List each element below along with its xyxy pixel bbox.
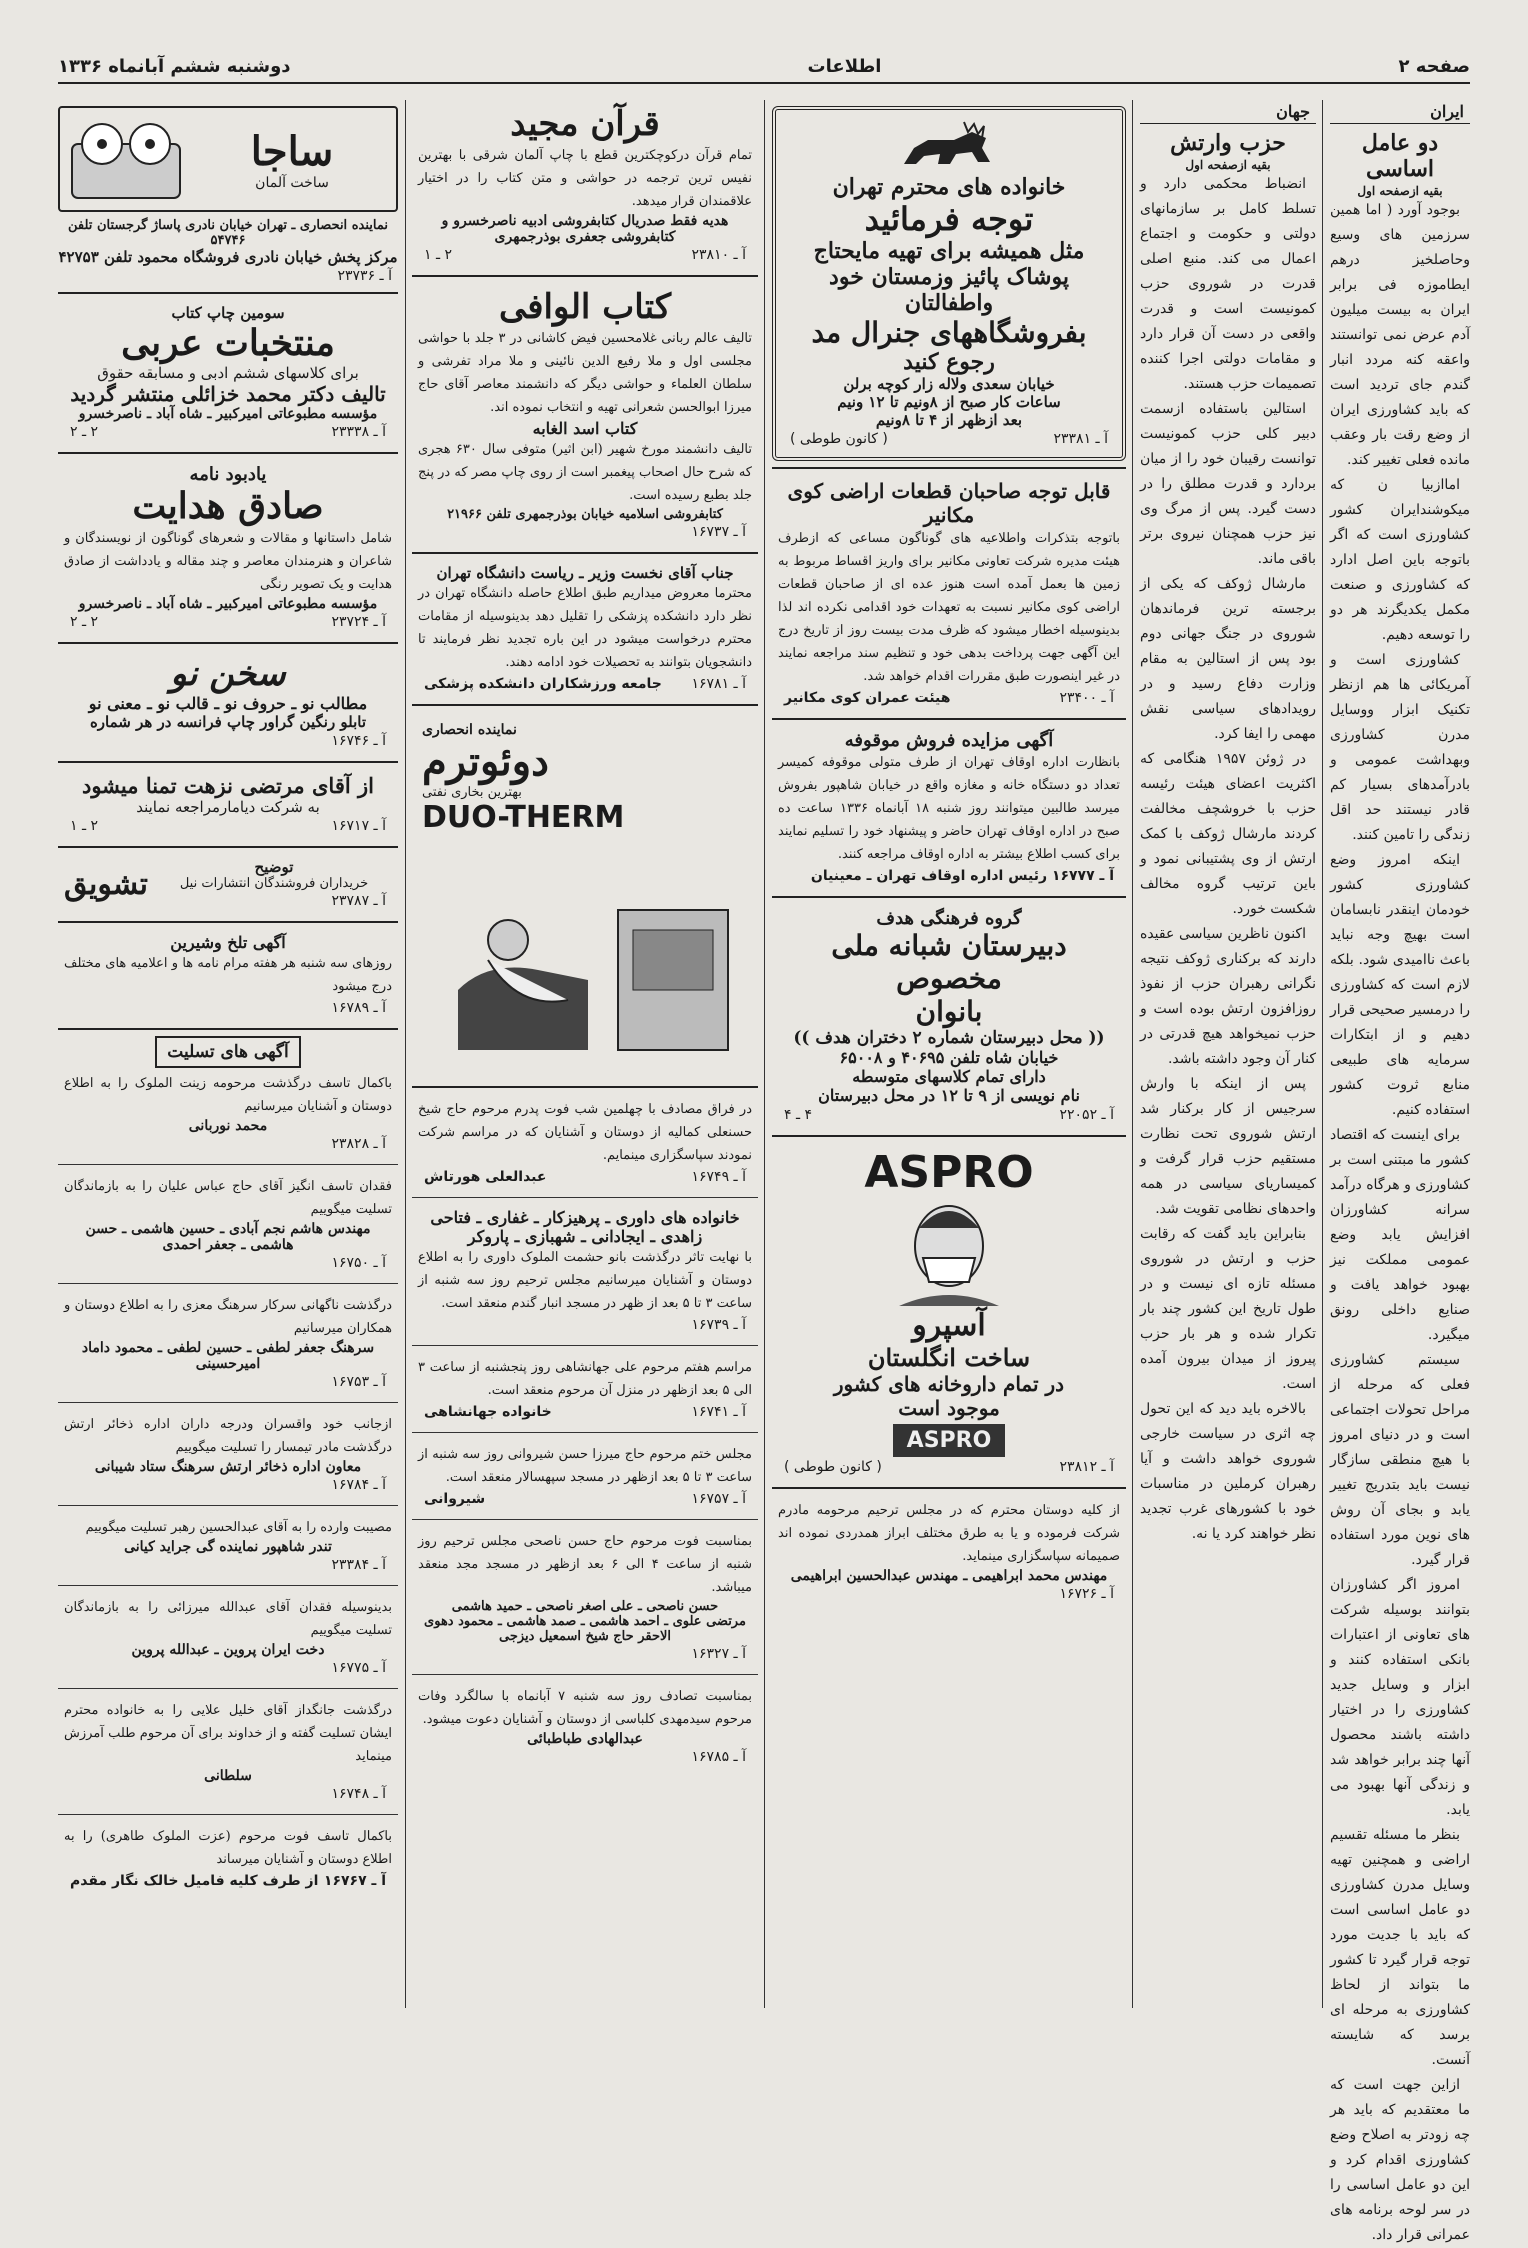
saja-logo: ساجا [250, 127, 334, 175]
article-body [1330, 198, 1470, 2248]
paragraph: بنابراین باید گفت که رقابت حزب و ارتش در شوروی مسئله تازه ای نیست و در طول تاریخ این کشور چند بار تکرار شده و هر بار حزب پیروز از میدان بیرون آمده است. [1140, 1226, 1316, 1392]
ad-title: جناب آقای نخست وزیر ـ ریاست دانشگاه تهران [436, 564, 734, 582]
thanks-ad [772, 1495, 1126, 1608]
ad-line: خانواده های محترم تهران [832, 174, 1066, 200]
ad-text: بانظارت اداره اوقاف تهران از طرف متولی موقوفه کمیسر تعداد دو دستگاه خانه و مغازه واقع در خیابان شاهپور بفروش میرسد طالبین میتوانند روز شنبه ۱۸ آبانماه ۱۳۳۶ ساعت ده صبح در اداره اوقاف تهران حاضر و پیشنهاد خود را تسلیم نمایند برای کسب اطلاع بیشتر به اداره اوقاف مراجعه کنند. [778, 755, 1120, 862]
article-body [1140, 172, 1316, 1547]
ad-title: صادق هدایت [132, 485, 324, 527]
ad-line: برای کلاسهای ششم ادبی و مسابقه حقوق [97, 364, 359, 382]
paragraph: در ژوئن ۱۹۵۷ هنگامی که اکثریت اعضای هیئت رئیسه حزب با خروشچف مخالفت کردند مارشال ژوکف با کمک ارتش از وی پشتیبانی نمود و باین ترتیب گروه مخالف شکست خورد. [1140, 751, 1316, 917]
aspro-ad [772, 1143, 1126, 1481]
ad-sign: مرتضی علوی ـ احمد هاشمی ـ صمد هاشمی ـ محمود دهوی [424, 1614, 746, 1629]
ad-line: ساعات کار صبح از ۸ونیم تا ۱۲ ونیم [837, 393, 1061, 411]
ad-code: ۲ ـ ۱ [70, 818, 99, 834]
ad-line: مطالب نو ـ حروف نو ـ قالب نو ـ معنی نو [88, 694, 368, 713]
mortazavi-ad [58, 769, 398, 840]
davari-notice [412, 1204, 758, 1339]
divider [58, 761, 398, 763]
column-books-notices [412, 100, 758, 2008]
ad-code: آ ـ ۱۶۷۷۷ رئیس اداره اوقاف تهران ـ معینیان [810, 868, 1114, 884]
ad-sign: خانواده جهانشاهی [424, 1404, 552, 1420]
divider [412, 275, 758, 277]
ad-note: ( کانون طوطی ) [790, 431, 888, 447]
ad-text: در فراق مصادف با چهلمین شب فوت پدرم مرحوم حاج شیخ حسنعلی کمالیه از دوستان و آشنایان که در مراسم شرکت نمودند سپاسگزاری مینمایم. [418, 1102, 752, 1163]
notice-code: آ ـ ۱۶۷۵۰ [331, 1255, 386, 1271]
talkh-shirin-ad [58, 929, 398, 1022]
divider [58, 1283, 398, 1284]
ad-text: باکمال تاسف فوت مرحوم (عزت الملوک طاهری) را به اطلاع دوستان و آشنایان میرساند [64, 1829, 392, 1867]
ad-sign: حسن ناصحی ـ علی اصغر ناصحی ـ حمید هاشمی [451, 1599, 719, 1614]
ad-code: آ ـ ۱۶۷۲۶ [1059, 1586, 1114, 1602]
ad-code: آ ـ ۱۶۷۸۹ [331, 1000, 386, 1016]
divider [412, 1197, 758, 1198]
ad-line: توضیح [254, 858, 294, 876]
divider [412, 704, 758, 706]
ad-line: توجه فرمائید [864, 200, 1034, 238]
condolence-notice [58, 1171, 398, 1277]
ad-text: بمناسبت فوت مرحوم حاج حسن ناصحی مجلس ترحیم روز شنبه از ساعت ۴ الی ۶ بعد ازظهر در مسجد مجد منعقد میباشد. [418, 1534, 752, 1595]
condolence-notice [58, 1695, 398, 1808]
paragraph: استالین باستفاده ازسمت دبیر کلی حزب کمونیست توانست رقیبان خود را از میان بردارد و قدرت مطلق را در دست گیرد. پس از مرگ وی نیز حزب همچنان نیروی برتر باقی ماند. [1140, 401, 1316, 567]
condolence-notice [58, 1068, 398, 1158]
notice-text: باکمال تاسف درگذشت مرحومه زینت الملوک را به اطلاع دوستان و آشنایان میرسانیم [64, 1076, 392, 1114]
notice-sign: محمد نوربانی [188, 1118, 268, 1134]
continued-note: بقیه ازصفحه اول [1185, 158, 1271, 172]
ad-line: هدیه فقط صدریال کتابفروشی ادبیه ناصرخسرو و کتابفروشی جعفری بوذرجمهری [441, 213, 729, 245]
divider [58, 1505, 398, 1506]
ad-line: ساخت آلمان [255, 174, 329, 191]
ad-code: آ ـ ۱۶۷۴۶ [331, 733, 386, 749]
article-title: حزب وارتش [1170, 130, 1286, 156]
ad-code: آ ـ ۲۳۳۸۱ [1053, 431, 1108, 447]
ad-line: خیابان شاه تلفن ۴۰۶۹۵ و ۶۵۰۰۸ [839, 1048, 1059, 1067]
divider [58, 846, 398, 848]
ad-sign: الاحقر حاج شیخ اسمعیل دیزجی [498, 1629, 672, 1644]
column-world [1140, 100, 1316, 2008]
divider [772, 718, 1126, 720]
ad-text: محترما معروض میداریم طبق اطلاع حاصله دانشگاه تهران در نظر دارد دانشکده پزشکی را تقلیل دهد بدینوسیله از مقامات محترم درخواست میشود در این باره تجدید نظر فرمایند تا دانشجویان بتوانند به تحصیلات خود ادامه دهند. [418, 586, 752, 670]
divider [412, 1674, 758, 1675]
ad-code: آ ـ ۱۶۷۳۹ [691, 1317, 746, 1333]
ad-line: یادبود نامه [189, 464, 267, 485]
condolence-notice [58, 1592, 398, 1682]
ad-sign: عبدالهادی طباطبائی [527, 1731, 643, 1747]
ad-line: به شرکت دیامارمراجعه نمایند [136, 798, 320, 816]
ad-title: سخن نو [170, 654, 286, 694]
ad-line: مؤسسه مطبوعاتی امیرکبیر ـ شاه آباد ـ ناصرخسرو [78, 596, 378, 612]
ad-code: آ ـ ۲۳۷۳۶ [337, 268, 392, 284]
notice-sign: معاون اداره ذخائر ارتش سرهنگ ستاد شیبانی [94, 1459, 362, 1475]
divider [412, 1345, 758, 1346]
notice-code: آ ـ ۱۶۷۴۸ [331, 1786, 386, 1802]
notice-text: بدینوسیله فقدان آقای عبدالله میرزائی را به بازماندگان تسلیت میگوییم [64, 1600, 392, 1638]
ad-line: بانوان [915, 995, 983, 1028]
page-header [58, 50, 1470, 84]
notice-code: آ ـ ۱۶۷۷۵ [331, 1660, 386, 1676]
ad-code: ۲ ـ ۱ [424, 247, 453, 263]
paper-name: اطلاعات [807, 55, 882, 77]
paragraph: بالاخره باید دید که این تحول چه اثری در سیاست خارجی شوروی خواهد داشت و آیا رهبران کرملین در مناسبات خود با کشورهای غرب تجدید نظر خواهند کرد یا نه. [1140, 1401, 1316, 1542]
ad-line: نام نویسی از ۹ تا ۱۲ در محل دبیرستان [818, 1086, 1080, 1105]
notice-sign: تندر شاهپور نماینده گی جراید کیانی [124, 1539, 332, 1555]
paragraph: پس از اینکه با وارش سرجیس از کار برکنار شد ارتش شوروی تحت نظارت مستقیم حزب قرار گرفت و کمیساریای سیاسی در همه واحدهای نظامی تقویت شد. [1140, 1076, 1316, 1217]
ad-line: بعد ازظهر از ۴ تا ۸ونیم [875, 411, 1023, 429]
ad-sign: عبدالعلی هورتاش [424, 1169, 547, 1185]
ad-code: آ ـ ۱۶۷۸۱ [691, 676, 746, 692]
divider [58, 1688, 398, 1689]
issue-date: دوشنبه ششم آبانماه ۱۳۳۶ [58, 55, 291, 77]
divider [58, 1814, 398, 1815]
ad-line: (( محل دبیرستان شماره ۲ دختران هدف )) [793, 1028, 1105, 1048]
divider [772, 1135, 1126, 1137]
ad-line: رجوع کنید [903, 349, 995, 375]
koi-mekanir-ad [772, 475, 1126, 712]
aspro-fa-logo: آسپرو [912, 1308, 986, 1343]
ad-title: کتاب الوافی [498, 287, 672, 327]
ad-line: نماینده انحصاری ـ تهران خیابان نادری پاساژ گرجستان تلفن ۵۴۷۴۶ [68, 218, 388, 248]
condolence-notice [58, 1512, 398, 1579]
aspro-pack: ASPRO [893, 1424, 1006, 1457]
duotherm-fa-logo: دوئوترم [422, 738, 549, 785]
section-label: ایران [1330, 100, 1470, 124]
ad-code: آ ـ ۱۶۷۴۱ [691, 1404, 746, 1420]
ad-code: آ ـ ۱۶۷۶۷ [323, 1873, 386, 1889]
section-label: جهان [1140, 100, 1316, 124]
ad-line: موجود است [898, 1396, 1000, 1420]
ad-text: با نهایت تاثر درگذشت بانو حشمت الملوک داوری را به اطلاع دوستان و آشنایان میرسانیم مجلس ترحیم روز سه شنبه از ساعت ۳ تا ۵ بعد از ظهر در مسجد انبار گندم منعقد است. [418, 1250, 752, 1311]
tashvigh-ad [58, 854, 398, 915]
ad-code: آ ـ ۱۶۷۴۹ [691, 1169, 746, 1185]
divider [412, 1432, 758, 1433]
ad-line: دبیرستان شبانه ملی مخصوص [831, 929, 1067, 995]
ad-code: آ ـ ۱۶۳۲۷ [691, 1646, 746, 1662]
ad-text: مراسم هفتم مرحوم علی جهانشاهی روز پنجشنبه از ساعت ۳ الی ۵ بعد ازظهر در منزل آن مرحوم منعقد است. [418, 1360, 752, 1398]
university-ad [412, 560, 758, 698]
ad-title: قرآن مجید [510, 104, 660, 144]
ad-sign: از طرف کلیه فامیل خالک نگار مقدم [70, 1873, 319, 1889]
ad-code: آ ـ ۲۳۸۱۰ [691, 247, 746, 263]
paragraph: امروز اگر کشاورزان بتوانند بوسیله شرکت های تعاونی از اعتبارات بانکی استفاده کنند و ابزار و وسایل جدید کشاورزی را در اختیار داشته باشند محصول آنها چند برابر خواهد شد و زندگی آنها بهبود می یابد. [1330, 1577, 1470, 1818]
column-rule [764, 100, 765, 2008]
column-rule [1132, 100, 1133, 2008]
ad-code: آ ـ ۱۶۷۸۵ [691, 1749, 746, 1765]
ad-text: مجلس ختم مرحوم حاج میرزا حسن شیروانی روز سه شنبه از ساعت ۳ تا ۵ بعد ازظهر در مسجد سپهسالار منعقد است. [418, 1447, 752, 1485]
ad-line: بفروشگاههای جنرال مد [811, 316, 1087, 349]
ad-code: آ ـ ۲۳۴۰۰ [1059, 690, 1114, 706]
ad-text: تالیف دانشمند مورخ شهیر (ابن اثیر) متوفی سال ۶۳۰ هجری که شرح حال اصحاب پیغمبر است از روی چاپ مصر که در پنج جلد بطبع رسیده است. [418, 442, 752, 503]
notice-code: آ ـ ۱۶۷۵۳ [331, 1374, 386, 1390]
hedayat-book-ad [58, 460, 398, 636]
page-number: صفحه ۲ [1398, 55, 1470, 77]
notice-text: درگذشت جانگداز آقای خلیل علایی را به خانواده محترم ایشان تسلیت گفته و از خداوند برای آن مرحوم طلب آمرزش مینماید [64, 1703, 392, 1764]
ad-text: تمام قرآن درکوچکترین قطع با چاپ آلمان شرقی با بهترین نفیس ترین ترجمه در حواشی و متن کتاب را در اختیار علاقمندان قرار میدهد. [418, 148, 752, 209]
notice-text: درگذشت ناگهانی سرکار سرهنگ معزی را به اطلاع دوستان و همکاران میرسانیم [64, 1298, 392, 1336]
ad-title: از آقای مرتضی نزهت تمنا میشود [81, 773, 374, 798]
ad-title: کتاب اسد الغابه [532, 419, 638, 438]
jahanshahi-notice [412, 1352, 758, 1426]
ad-text: بمناسبت تصادف روز سه شنبه ۷ آبانماه با سالگرد وفات مرحوم سیدمهدی کلباسی از دوستان و آشنایان دعوت میشود. [418, 1689, 753, 1727]
article-title: دو عامل اساسی [1361, 130, 1439, 182]
continued-note: بقیه ازصفحه اول [1357, 184, 1443, 198]
divider [772, 1487, 1126, 1489]
lion-emblem-icon [894, 118, 1004, 174]
ad-code: ۲ ـ ۲ [70, 424, 99, 440]
duotherm-logo: DUO-THERM [422, 800, 625, 835]
ad-line: گروه فرهنگی هدف [876, 908, 1022, 929]
column-classifieds [58, 100, 398, 2008]
ad-line: بهترین بخاری نفتی [422, 785, 522, 800]
ad-line: در تمام داروخانه های کشور [833, 1372, 1065, 1396]
ad-code: آ ـ ۱۶۷۳۷ [691, 524, 746, 540]
ad-code: آ ـ ۲۲۰۵۲ [1059, 1107, 1114, 1123]
notice-text: ازجانب خود واقسران ودرجه داران اداره ذخائر ارتش درگذشت مادر تیمسار را تسلیت میگوییم [64, 1417, 392, 1455]
condolence-heading: آگهی های تسلیت [155, 1036, 300, 1068]
ad-line: پوشاک پائیز وزمستان خود واطفالتان [829, 264, 1069, 316]
nasehi-notice [412, 1526, 758, 1668]
divider [412, 1519, 758, 1520]
aspro-logo: ASPRO [864, 1147, 1034, 1198]
ad-code: آ ـ ۲۳۳۳۸ [331, 424, 386, 440]
ad-title: خانواده های داوری ـ پرهیزکار ـ غفاری ـ فتاحی [430, 1208, 740, 1227]
ad-line: مثل همیشه برای تهیه مایحتاج [813, 238, 1085, 264]
divider [772, 896, 1126, 898]
ad-text: تالیف عالم ربانی غلامحسین فیض کاشانی در ۳ جلد با حواشی مجلسی اول و ملا رفیع الدین نائینی و ملا مراد تفرشی و سلطان العلماء و حواشی دیگر که دانشمند معاصر آقای حاج میرزا ابوالحسن شعرانی تهیه و انتخاب نموده اند. [418, 331, 752, 415]
paragraph: انضباط محکمی دارد و تسلط کامل بر سازمانهای دولتی و حکومت و اجتماع اعمال می کند. منبع اصلی قدرت در شوروی حزب کمونیست است و قدرت واقعی در دست آن قرار دارد و مقامات دولتی اجرا کننده تصمیمات حزب هستند. [1140, 176, 1316, 392]
ad-code: آ ـ ۲۳۷۲۴ [331, 614, 386, 630]
notice-code: آ ـ ۱۶۷۸۴ [331, 1477, 386, 1493]
column-rule [1322, 100, 1323, 2008]
ad-line: تابلو رنگین گراور چاپ فرانسه در هر شماره [89, 713, 367, 731]
ad-title: آگهی تلخ وشیرین [170, 933, 286, 952]
ad-line: نماینده انحصاری [422, 722, 517, 738]
school-ad [772, 904, 1126, 1129]
ad-code: آ ـ ۱۶۷۵۷ [691, 1491, 746, 1507]
column-rule [405, 100, 406, 2008]
divider [58, 1164, 398, 1165]
column-ads-center [772, 100, 1126, 2008]
notice-sign: سرهنگ جعفر لطفی ـ حسین لطفی ـ محمود داماد امیرحسینی [81, 1340, 375, 1372]
ad-line: مؤسسه مطبوعاتی امیرکبیر ـ شاه آباد ـ ناصرخسرو [78, 406, 378, 422]
ad-sign: شیروانی [424, 1491, 486, 1507]
sokhan-ad [58, 650, 398, 755]
ad-sign: هیئت عمران کوی مکانیر [784, 690, 951, 706]
ad-text: شامل داستانها و مقالات و شعرهای گوناگون از نویسندگان و شاعران و هنرمندان معاصر و چند مقاله و یادداشت از صادق هدایت و یک تصویر رنگی [64, 531, 392, 592]
heater-illustration-icon [428, 840, 748, 1070]
paragraph: اکنون ناظرین سیاسی عقیده دارند که برکناری ژوکف نتیجه نگرانی رهبران حزب از نفوذ روزافزون ارتش بوده است و حزب نمیخواهد هیچ قدرتی در کنار آن وجود داشته باشد. [1140, 926, 1316, 1067]
notice-sign: مهندس هاشم نجم آبادی ـ حسین هاشمی ـ حسن هاشمی ـ جعفر احمدی [85, 1221, 371, 1253]
divider [58, 452, 398, 454]
ad-note: ( کانون طوطی ) [784, 1459, 882, 1475]
condolence-notice [58, 1409, 398, 1499]
column-iran [1330, 100, 1470, 2243]
hurtash-notice [412, 1094, 758, 1191]
notice-code: آ ـ ۲۳۸۲۸ [331, 1136, 386, 1152]
paragraph: سیستم کشاورزی فعلی که مرحله از مراحل تحولات اجتماعی است و در دنیای امروز با هیچ منطقی سازگار نیست باید بتدریج تغییر یابد و بجای آن روش های نوین مورد استفاده قرار گیرد. [1330, 1352, 1470, 1568]
sherwani-notice [412, 1439, 758, 1513]
ad-line: ساخت انگلستان [867, 1343, 1031, 1372]
condolence-list [58, 1068, 398, 1808]
ad-title: زاهدی ـ ایجادانی ـ شهبازی ـ پاروکر [467, 1227, 703, 1246]
ad-sign: جامعه ورزشکاران دانشکده پزشکی [424, 676, 662, 692]
ad-line: مرکز پخش خیابان نادری فروشگاه محمود تلفن ۴۲۷۵۳ [58, 248, 398, 266]
condolence-notice [58, 1290, 398, 1396]
notice-sign: سلطانی [204, 1768, 252, 1784]
notice-text: فقدان تاسف انگیز آقای حاج عباس علیان را به بازماندگان تسلیت میگوییم [64, 1179, 392, 1217]
ad-text: خریداران فروشندگان انتشارات نیل [179, 876, 369, 891]
ad-title: تشویق [64, 867, 148, 902]
general-mode-ad [772, 106, 1126, 461]
paragraph: بوجود آورد ( اما همین سرزمین های وسیع وحاصلخیز درهم ایطاموزه فی برابر ایران به بیست میلیون آدم عرض نمی توانستند واعقه کنه مردد انبار گندم جای تردید است که باید کشاورزی ایران از وضع رقت بار وعقب مانده فعلی تغییر کند. [1330, 202, 1470, 468]
paragraph: اماازبیا ن که میکوشندایران کشور کشاورزی است که اگر باتوجه باین اصل ادارد که کشاورزی و صنعت مکمل یکدیگرند هر دو را توسعه دهیم. [1330, 477, 1470, 643]
paragraph: کشاورزی است و آمریکائی ها هم ازنظر تکنیک ابزار ووسایل مدرن کشاورزی وبهداشت عمومی و بادرآمدهای بسیار کم قادر نیستند حد اقل زندگی را تامین کنند. [1330, 652, 1470, 843]
paragraph: مارشال ژوکف که یکی از برجسته ترین فرماندهان شوروی در جنگ جهانی دوم بود پس از استالین به مقام وزارت دفاع رسید و در رویدادهای سیاسی نقش مهمی را ایفا کرد. [1140, 576, 1316, 742]
ad-code: ۲ ـ ۲ [70, 614, 99, 630]
divider [58, 1585, 398, 1586]
ad-code: آ ـ ۲۳۷۸۷ [331, 893, 386, 909]
paragraph: اینکه امروز وضع کشاورزی کشور خودمان اینقدر نابسامان است بهیچ وجه نباید باعث ناامیدی شود. بلکه لازم است که کشاورزی را درمسیر صحیحی قرار دهیم و از ابتکارات سرمایه های طبیعی منابع ثروت کشور استفاده کنیم. [1330, 852, 1470, 1118]
paragraph: ازاین جهت است که ما معتقدیم که باید هر چه زودتر به اصلاح وضع کشاورزی اقدام کرد و این دو عامل اساسی را در سر لوحه برنامه های عمرانی قرار داد. [1330, 2077, 1470, 2243]
ad-title: قابل توجه صاحبان قطعات اراضی کوی مکانیر [787, 479, 1111, 527]
ad-code: آ ـ ۱۶۷۱۷ [331, 818, 386, 834]
saja-ad [58, 106, 398, 212]
ad-code: ۴ ـ ۴ [784, 1107, 813, 1123]
ad-title: آگهی مزایده فروش موقوفه [844, 730, 1054, 751]
notice-code: آ ـ ۲۳۳۸۴ [331, 1557, 386, 1573]
divider [58, 292, 398, 294]
ad-line: کتابفروشی اسلامیه خیابان بوذرجمهری تلفن ۲۱۹۶۶ [447, 507, 723, 522]
ad-sign: مهندس محمد ابراهیمی ـ مهندس عبدالحسین ابراهیمی [790, 1568, 1108, 1584]
divider [412, 552, 758, 554]
ad-text: از کلیه دوستان محترم که در مجلس ترحیم مرحومه مادرم شرکت فرموده و یا به طرق مختلف ابراز همدردی نموده اند صمیمانه سپاسگزاری مینماید. [778, 1503, 1120, 1564]
divider [58, 642, 398, 644]
wafi-ad [412, 283, 758, 546]
ad-line: خیابان سعدی ولاله زار کوچه برلن [843, 375, 1055, 393]
tape-recorder-icon [66, 114, 186, 204]
arabi-book-ad [58, 300, 398, 446]
tabatabai-notice [412, 1681, 758, 1771]
sneezing-man-icon [879, 1198, 1019, 1308]
taheri-notice [58, 1821, 398, 1895]
quran-ad [412, 100, 758, 269]
paragraph: برای اینست که اقتصاد کشور ما مبتنی است بر کشاورزی و هرگاه درآمد سرانه کشاورزان افزایش یابد وضع عمومی مملکت نیز بهبود خواهد یافت و صنایع داخلی رونق میگیرد. [1330, 1127, 1470, 1343]
ad-line: دارای تمام کلاسهای متوسطه [852, 1067, 1046, 1086]
auction-ad [772, 726, 1126, 890]
ad-line: سومین چاپ کتاب [171, 304, 285, 322]
divider [772, 467, 1126, 469]
divider [412, 1086, 758, 1088]
ad-title: منتخبات عربی [121, 322, 335, 364]
ad-code: آ ـ ۲۳۸۱۲ [1059, 1459, 1114, 1475]
notice-sign: دخت ایران پروین ـ عبدالله پروین [131, 1642, 325, 1658]
ad-text: روزهای سه شنبه هر هفته مرام نامه ها و اعلامیه های مختلف درج میشود [64, 956, 392, 994]
duotherm-ad [412, 712, 758, 1080]
ad-text: باتوجه بتذکرات واطلاعیه های گوناگون مساعی که ازطرف هیئت مدیره شرکت تعاونی مکانیر برای واریز اقساط مربوط به زمین ها بعمل آمده است هنوز عده ای از صاحبان قطعات اراضی کوی مکانیر نسبت به تعهدات خود اقدامی نکرده اند لذا بدینوسیله اخطار میشود که ظرف مدت بیست روز از تاریخ درج این آگهی جهت پرداخت بدهی خود و تنظیم سند مراجعه نمایند در غیر اینصورت طبق مقررات اقدام خواهد شد. [778, 531, 1120, 684]
divider [58, 1402, 398, 1403]
paragraph: بنظر ما مسئله تقسیم اراضی و همچنین تهیه وسایل مدرن کشاورزی دو عامل اساسی است که باید با جدیت مورد توجه قرار گیرد تا کشور ما بتواند از لحاظ کشاورزی به مرحله ای برسد که شایسته آنست. [1330, 1827, 1470, 2068]
divider [58, 1028, 398, 1030]
divider [58, 921, 398, 923]
ad-line: تالیف دکتر محمد خزائلی منتشر گردید [70, 382, 386, 406]
notice-text: مصیبت وارده را به آقای عبدالحسین رهبر تسلیت میگوییم [85, 1520, 392, 1535]
